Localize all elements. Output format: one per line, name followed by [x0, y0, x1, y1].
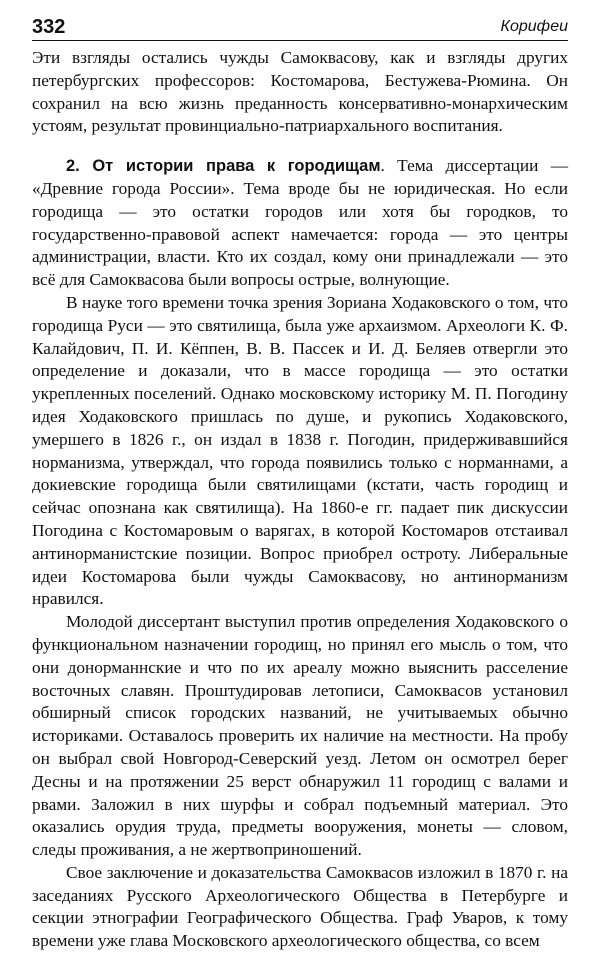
page-body [32, 47, 568, 953]
paragraph-5: Свое заключение и доказательства Самоквасов изложил в 1870 г. на заседаниях Русского Археологического Общества в Петербурге и секции этнографии Географического Общества. Граф Уваров, к тому времени уже глава Московского археологического общества, со всем [32, 862, 568, 951]
page-number: 332 [32, 16, 66, 38]
paragraph-2 [32, 155, 568, 292]
running-title: Корифеи [500, 18, 568, 35]
paragraph-4: Молодой диссертант выступил против определения Ходаковского о функциональном назначении городищ, но принял его мысль о том, что они донорманнские и что по их ареалу можно выяснить расселение восточных славян. Проштудировав летописи, Самоквасов установил обширный список городских названий, не учитываемых обычно историками. Оставалось проверить их наличие на местности. На пробу он выбрал свой Новгород-Северский уезд. Летом он осмотрел берег Десны и на протяжении 25 верст обнаружил 11 городищ с валами и рвами. Заложил в них шурфы и собрал подъемный материал. Это оказались орудия труда, предметы вооружения, монеты — словом, следы проживания, а не жертвоприношений. [32, 612, 568, 860]
paragraph-3: В науке того времени точка зрения Зориана Ходаковского о том, что городища Руси — это святилища, была уже архаизмом. Археологи К. Ф. Калайдович, П. И. Кёппен, В. В. Пассек и И. Д. Беляев отвергли это определение и доказали, что в массе городища — это остатки укрепленных поселений. Однако московскому историку М. П. Погодину идея Ходаковского пришлась по душе, и рукопись Ходаковского, умершего в 1826 г., он издал в 1838 г. Погодин, придерживавшийся норманизма, утверждал, что города появились только с норманнами, а докиевские городища были святилищами (кстати, часть городищ и сейчас опознана как святилища). На 1860-е гг. падает пик дискуссии Погодина с Костомаровым о варягах, в которой Костомаров отстаивал антинорманистские позиции. Вопрос приобрел остроту. Либеральные идеи Костомарова были чужды Самоквасову, но антинорманизм нравился. [32, 292, 568, 609]
section-heading: 2. От истории права к городищам [66, 157, 381, 176]
paragraph-1: Эти взгляды остались чужды Самоквасову, как и взгляды других петербургских профессоров: Костомарова, Бестужева-Рюмина. Он сохранил на всю жизнь преданность консервативно-монархическим устоям, результат провинциально-патриархального воспитания. [32, 48, 568, 136]
page-header [32, 14, 568, 41]
paragraph-2-text: . Тема диссертации — «Древние города России». Тема вроде бы не юридическая. Но если городища — это остатки городов или хотя бы городков, то государственно-правовой аспект намечается: города — это центры администрации, власти. Кто их создал, кому они принадлежали — это всё для Самоквасова были вопросы острые, волнующие. [32, 156, 568, 290]
